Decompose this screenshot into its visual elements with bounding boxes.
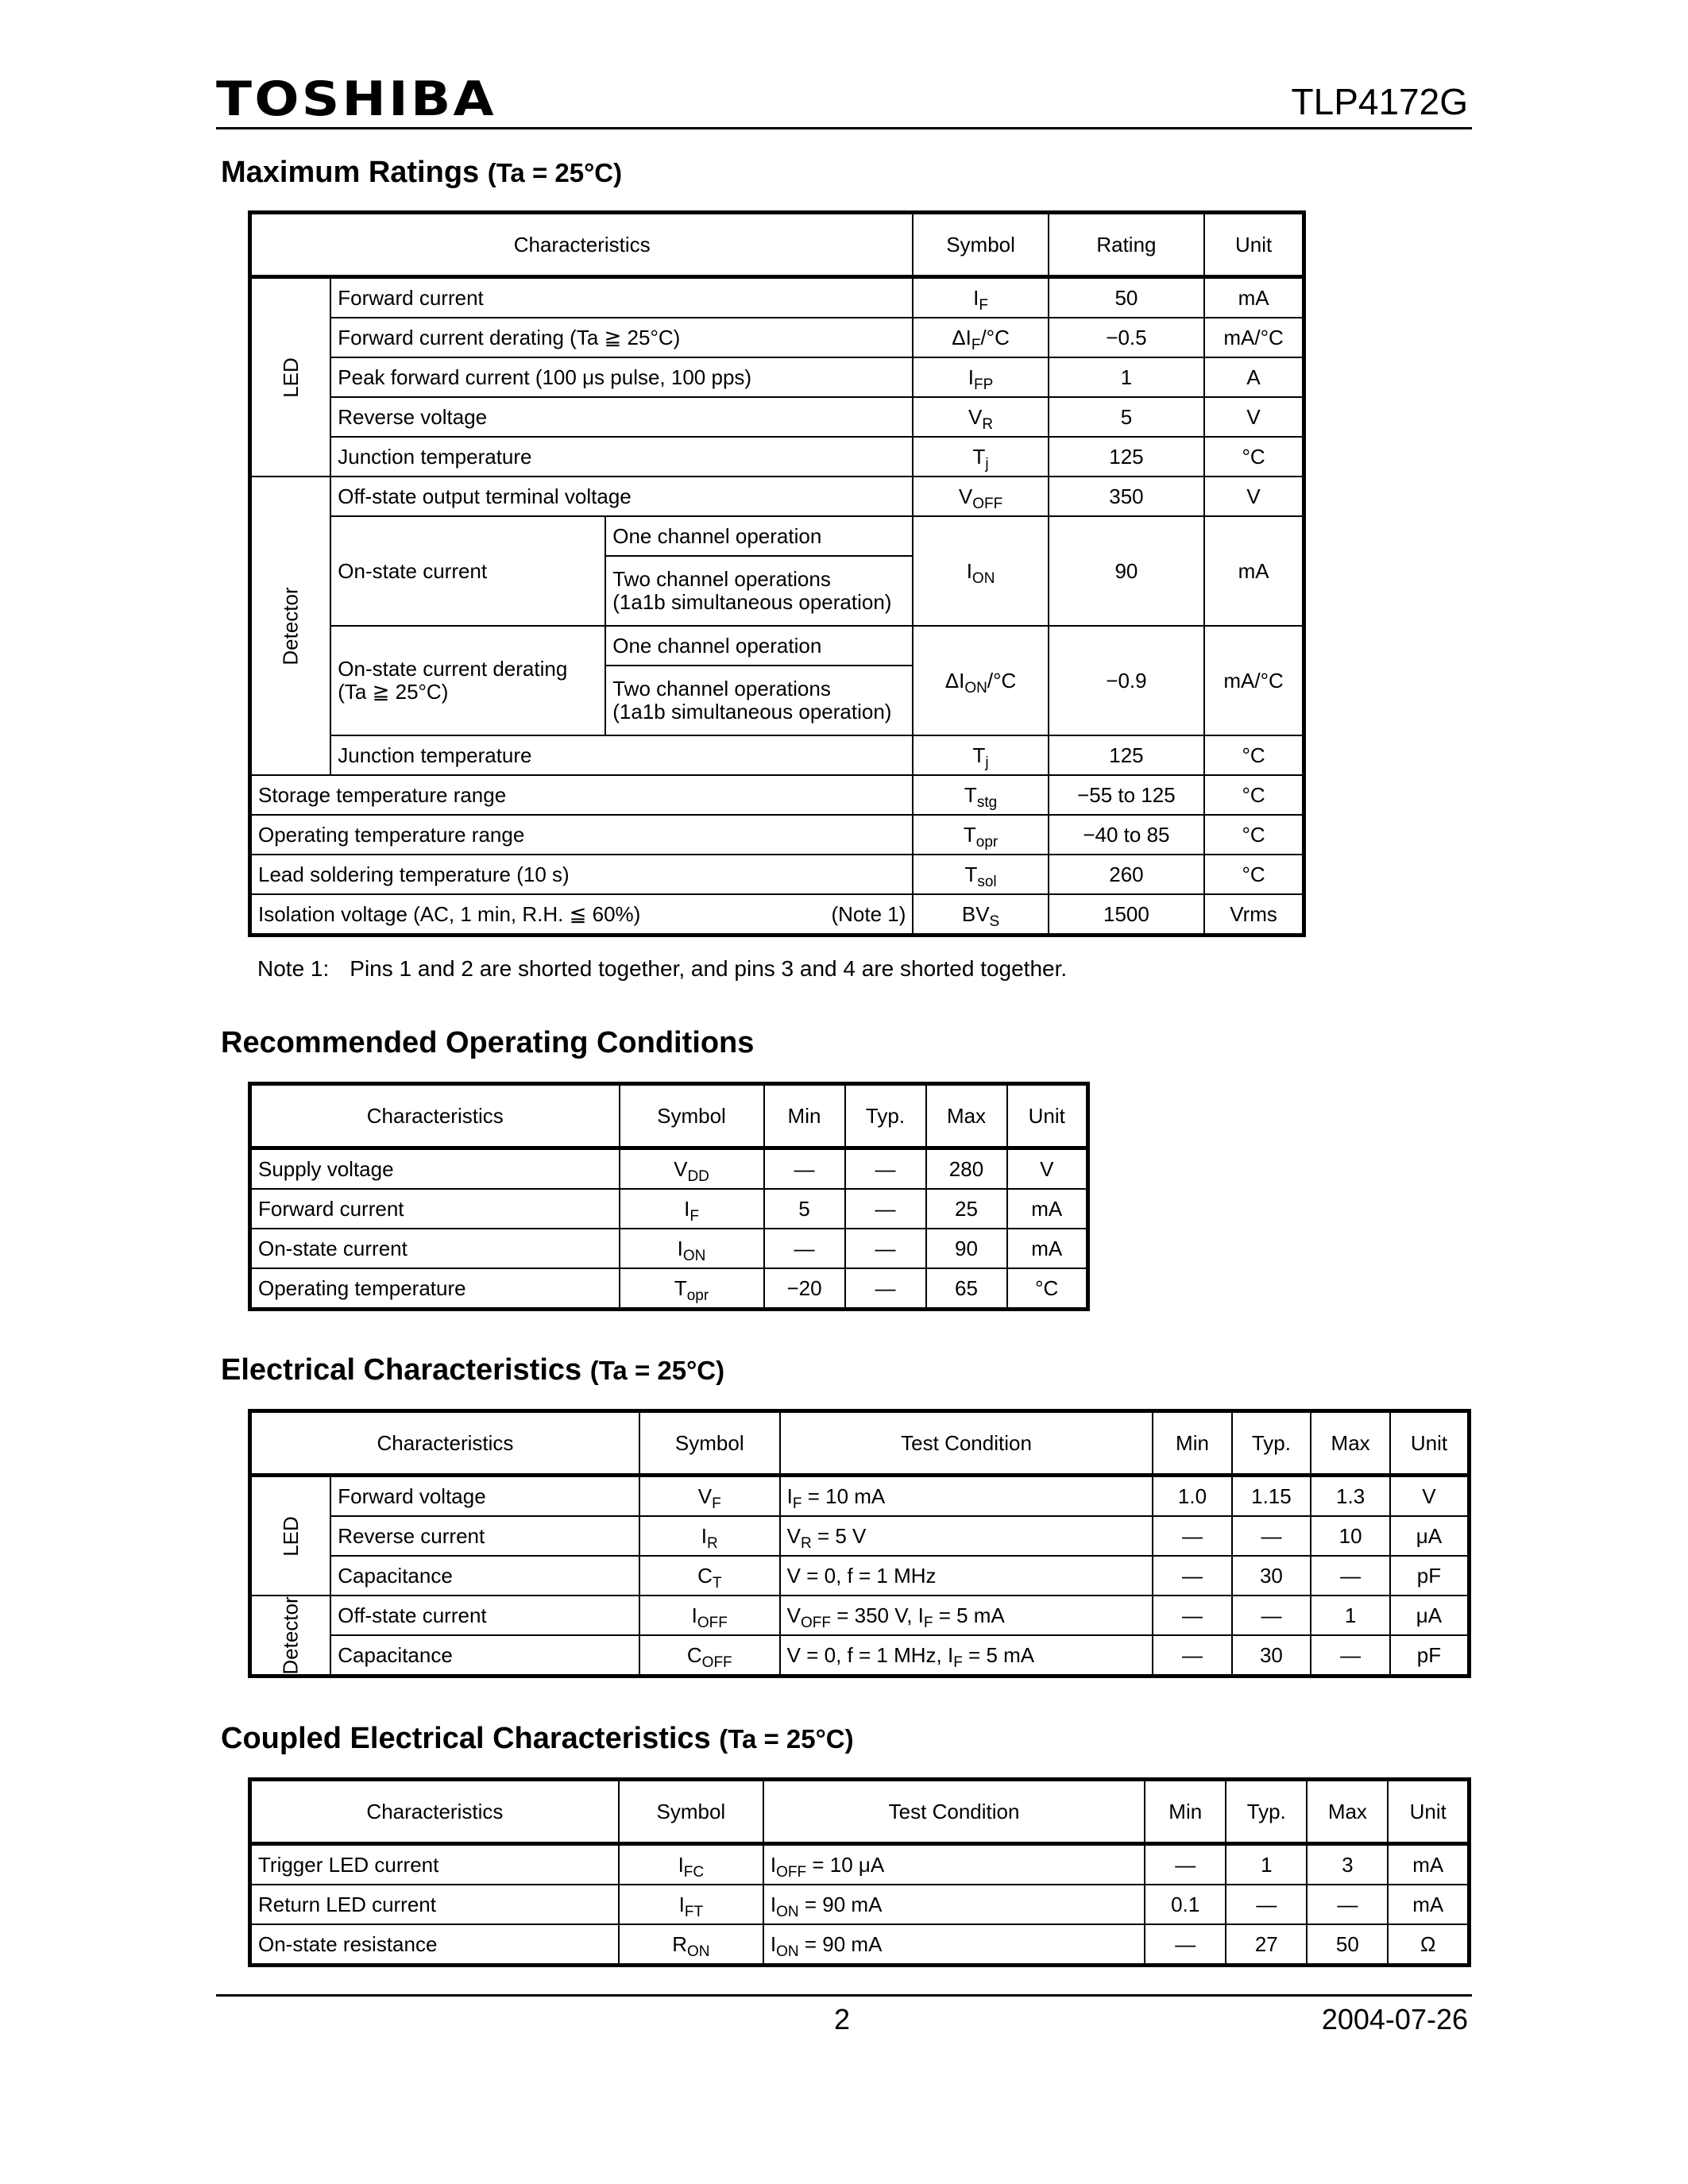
header-rating: Rating (1049, 213, 1204, 277)
row-name: Forward current (250, 1189, 620, 1229)
min: — (1153, 1635, 1231, 1677)
row-name: Forward current derating (Ta ≧ 25°C) (330, 318, 913, 357)
elec-char-table (248, 1409, 1471, 1678)
sub-condition: One channel operation (605, 626, 913, 666)
header-symbol: Symbol (619, 1780, 763, 1844)
row-name: Reverse voltage (330, 397, 913, 437)
min: — (1153, 1516, 1231, 1556)
header-symbol: Symbol (639, 1411, 780, 1476)
table-row (250, 735, 1304, 775)
row-name: Storage temperature range (250, 775, 914, 815)
symbol: $I_{FT}$ (619, 1885, 763, 1924)
header-unit: Unit (1204, 213, 1304, 277)
unit: pF (1390, 1556, 1470, 1596)
symbol: $V_{DD}$ (620, 1148, 764, 1190)
table-row (250, 1556, 1470, 1596)
sub-condition: One channel operation (605, 516, 913, 556)
group-label-led: LED (250, 277, 331, 477)
unit: μA (1390, 1596, 1470, 1635)
rating: 350 (1049, 477, 1204, 516)
table-header-row (250, 1084, 1088, 1148)
max: 1.3 (1311, 1476, 1390, 1517)
unit: Ω (1388, 1924, 1469, 1966)
row-name: Capacitance (330, 1556, 639, 1596)
min: — (764, 1148, 845, 1190)
rating: −40 to 85 (1049, 815, 1204, 855)
rating: 1500 (1049, 894, 1204, 936)
part-number: TLP4172G (1291, 81, 1468, 122)
note-1: Note 1: Pins 1 and 2 are shorted together, and pins 3 and 4 are shorted together. (257, 956, 1068, 981)
rating: 5 (1049, 397, 1204, 437)
max: 25 (926, 1189, 1007, 1229)
max: 65 (926, 1268, 1007, 1310)
symbol: $I_R$ (639, 1516, 780, 1556)
row-name: On-state current (250, 1229, 620, 1268)
max-ratings-table (248, 210, 1306, 937)
symbol: $T_j$ (913, 735, 1048, 775)
unit: °C (1204, 437, 1304, 477)
typ: — (1232, 1596, 1311, 1635)
rating: 125 (1049, 735, 1204, 775)
max: — (1311, 1556, 1390, 1596)
max: 3 (1307, 1844, 1388, 1885)
symbol: $I_F$ (620, 1189, 764, 1229)
symbol: $R_{ON}$ (619, 1924, 763, 1966)
min: — (1153, 1556, 1231, 1596)
test-condition: $V_R = 5$ V (780, 1516, 1153, 1556)
unit: mA (1007, 1189, 1088, 1229)
header-min: Min (764, 1084, 845, 1148)
min: 1.0 (1153, 1476, 1231, 1517)
rating: 90 (1049, 516, 1204, 626)
min: — (1145, 1924, 1226, 1966)
rating: 1 (1049, 357, 1204, 397)
unit: V (1390, 1476, 1470, 1517)
table-row (250, 1635, 1470, 1677)
symbol: $I_{OFF}$ (639, 1596, 780, 1635)
elec-char-title: Electrical Characteristics (Ta = 25°C) (221, 1353, 725, 1387)
table-row (250, 1229, 1088, 1268)
row-name: Junction temperature (330, 735, 913, 775)
table-row (250, 1476, 1470, 1517)
sub-condition: Two channel operations (1a1b simultaneous operation) (605, 666, 913, 735)
table-row (250, 1596, 1470, 1635)
typ: — (1232, 1516, 1311, 1556)
typ: 30 (1232, 1635, 1311, 1677)
group-label-detector: Detector (250, 1596, 331, 1677)
table-row (250, 277, 1304, 318)
unit: mA (1204, 516, 1304, 626)
header-symbol: Symbol (913, 213, 1048, 277)
header-unit: Unit (1388, 1780, 1469, 1844)
max: 10 (1311, 1516, 1390, 1556)
table-row (250, 1189, 1088, 1229)
test-condition: V = 0, f = 1 MHz, $I_F = 5$ mA (780, 1635, 1153, 1677)
test-condition: $I_{OFF} = 10$ μA (763, 1844, 1145, 1885)
coupled-char-title: Coupled Electrical Characteristics (Ta = 25°C) (221, 1722, 854, 1755)
header-symbol: Symbol (620, 1084, 764, 1148)
row-name: Forward voltage (330, 1476, 639, 1517)
symbol: $T_j$ (913, 437, 1048, 477)
table-row (250, 1844, 1470, 1885)
unit: °C (1007, 1268, 1088, 1310)
unit: mA/°C (1204, 626, 1304, 735)
symbol: $T_{stg}$ (913, 775, 1048, 815)
symbol: $V_R$ (913, 397, 1048, 437)
row-name: On-state current (330, 516, 605, 626)
typ: — (845, 1229, 926, 1268)
unit: °C (1204, 735, 1304, 775)
table-row (250, 397, 1304, 437)
header-max: Max (1307, 1780, 1388, 1844)
typ: — (845, 1189, 926, 1229)
min: — (1145, 1844, 1226, 1885)
symbol: $T_{opr}$ (913, 815, 1048, 855)
typ: — (845, 1268, 926, 1310)
row-name: Isolation voltage (AC, 1 min, R.H. ≦ 60%) (Note 1) (250, 894, 914, 936)
symbol: $I_F$ (913, 277, 1048, 318)
unit: μA (1390, 1516, 1470, 1556)
unit: mA (1388, 1844, 1469, 1885)
min: — (764, 1229, 845, 1268)
max: — (1307, 1885, 1388, 1924)
rec-conditions-table (248, 1082, 1090, 1311)
typ: — (845, 1148, 926, 1190)
symbol: $I_{ON}$ (913, 516, 1048, 626)
min: 0.1 (1145, 1885, 1226, 1924)
header-characteristics: Characteristics (250, 1780, 619, 1844)
table-row (250, 1268, 1088, 1310)
row-name: Lead soldering temperature (10 s) (250, 855, 914, 894)
unit: V (1007, 1148, 1088, 1190)
symbol: $C_{OFF}$ (639, 1635, 780, 1677)
header-unit: Unit (1390, 1411, 1470, 1476)
rating: −0.5 (1049, 318, 1204, 357)
max: 90 (926, 1229, 1007, 1268)
symbol: $\Delta I_{ON}/^\circ C$ (913, 626, 1048, 735)
symbol: $V_{OFF}$ (913, 477, 1048, 516)
header-characteristics: Characteristics (250, 1084, 620, 1148)
row-name: Supply voltage (250, 1148, 620, 1190)
min: −20 (764, 1268, 845, 1310)
rating: 125 (1049, 437, 1204, 477)
row-name: Off-state output terminal voltage (330, 477, 913, 516)
group-label-led: LED (250, 1476, 331, 1596)
symbol: $C_T$ (639, 1556, 780, 1596)
unit: A (1204, 357, 1304, 397)
row-name: On-state current derating (Ta ≧ 25°C) (330, 626, 605, 735)
coupled-char-table (248, 1777, 1471, 1967)
table-row (250, 437, 1304, 477)
table-header-row (250, 1411, 1470, 1476)
row-name: Return LED current (250, 1885, 619, 1924)
table-row (250, 1148, 1088, 1190)
table-row (250, 775, 1304, 815)
row-name: Capacitance (330, 1635, 639, 1677)
table-row (250, 357, 1304, 397)
toshiba-logo: TOSHIBA (216, 71, 496, 127)
max: — (1311, 1635, 1390, 1677)
header-min: Min (1153, 1411, 1231, 1476)
page-number: 2 (834, 2003, 851, 2035)
table-row (250, 855, 1304, 894)
rating: 50 (1049, 277, 1204, 318)
unit: V (1204, 477, 1304, 516)
typ: 27 (1226, 1924, 1307, 1966)
table-row (250, 894, 1304, 936)
symbol: $T_{opr}$ (620, 1268, 764, 1310)
typ: 30 (1232, 1556, 1311, 1596)
typ: 1.15 (1232, 1476, 1311, 1517)
group-label-detector: Detector (250, 477, 331, 775)
header-characteristics: Characteristics (250, 213, 914, 277)
rating: −55 to 125 (1049, 775, 1204, 815)
header-characteristics: Characteristics (250, 1411, 639, 1476)
unit: pF (1390, 1635, 1470, 1677)
unit: mA (1007, 1229, 1088, 1268)
table-row (250, 1885, 1470, 1924)
symbol: $T_{sol}$ (913, 855, 1048, 894)
table-header-row (250, 1780, 1470, 1844)
table-header-row (250, 213, 1304, 277)
unit: mA/°C (1204, 318, 1304, 357)
min: 5 (764, 1189, 845, 1229)
rec-conditions-title: Recommended Operating Conditions (221, 1026, 755, 1059)
table-row (250, 626, 1304, 666)
max: 1 (1311, 1596, 1390, 1635)
header-test-condition: Test Condition (763, 1780, 1145, 1844)
unit: Vrms (1204, 894, 1304, 936)
table-row (250, 477, 1304, 516)
symbol: $\Delta I_F/^\circ C$ (913, 318, 1048, 357)
max: 280 (926, 1148, 1007, 1190)
header-max: Max (926, 1084, 1007, 1148)
header-unit: Unit (1007, 1084, 1088, 1148)
row-name: On-state resistance (250, 1924, 619, 1966)
header-typ: Typ. (1226, 1780, 1307, 1844)
sub-condition: Two channel operations (1a1b simultaneous operation) (605, 556, 913, 626)
test-condition: $I_{ON} = 90$ mA (763, 1885, 1145, 1924)
max-ratings-title: Maximum Ratings (Ta = 25°C) (221, 156, 623, 189)
row-name: Junction temperature (330, 437, 913, 477)
table-row (250, 516, 1304, 556)
row-name: Forward current (330, 277, 913, 318)
max: 50 (1307, 1924, 1388, 1966)
header-typ: Typ. (845, 1084, 926, 1148)
unit: °C (1204, 815, 1304, 855)
row-name: Operating temperature (250, 1268, 620, 1310)
row-name: Off-state current (330, 1596, 639, 1635)
table-row (250, 1516, 1470, 1556)
header-rule (216, 127, 1472, 129)
row-name: Reverse current (330, 1516, 639, 1556)
symbol: $I_{ON}$ (620, 1229, 764, 1268)
symbol: $I_{FC}$ (619, 1844, 763, 1885)
test-condition: $V_{OFF} = 350$ V, $I_F = 5$ mA (780, 1596, 1153, 1635)
row-name: Trigger LED current (250, 1844, 619, 1885)
table-row (250, 318, 1304, 357)
test-condition: V = 0, f = 1 MHz (780, 1556, 1153, 1596)
min: — (1153, 1596, 1231, 1635)
header-max: Max (1311, 1411, 1390, 1476)
footer-rule (216, 1994, 1472, 1997)
header-typ: Typ. (1232, 1411, 1311, 1476)
test-condition: $I_F = 10$ mA (780, 1476, 1153, 1517)
unit: mA (1204, 277, 1304, 318)
typ: — (1226, 1885, 1307, 1924)
typ: 1 (1226, 1844, 1307, 1885)
test-condition: $I_{ON} = 90$ mA (763, 1924, 1145, 1966)
symbol: $I_{FP}$ (913, 357, 1048, 397)
unit: V (1204, 397, 1304, 437)
header-min: Min (1145, 1780, 1226, 1844)
table-row (250, 815, 1304, 855)
unit: °C (1204, 775, 1304, 815)
symbol: $BV_S$ (913, 894, 1048, 936)
header-test-condition: Test Condition (780, 1411, 1153, 1476)
document-date: 2004-07-26 (1321, 2003, 1468, 2035)
table-row (250, 1924, 1470, 1966)
row-name: Operating temperature range (250, 815, 914, 855)
unit: mA (1388, 1885, 1469, 1924)
symbol: $V_F$ (639, 1476, 780, 1517)
rating: −0.9 (1049, 626, 1204, 735)
row-name: Peak forward current (100 μs pulse, 100 pps) (330, 357, 913, 397)
unit: °C (1204, 855, 1304, 894)
rating: 260 (1049, 855, 1204, 894)
